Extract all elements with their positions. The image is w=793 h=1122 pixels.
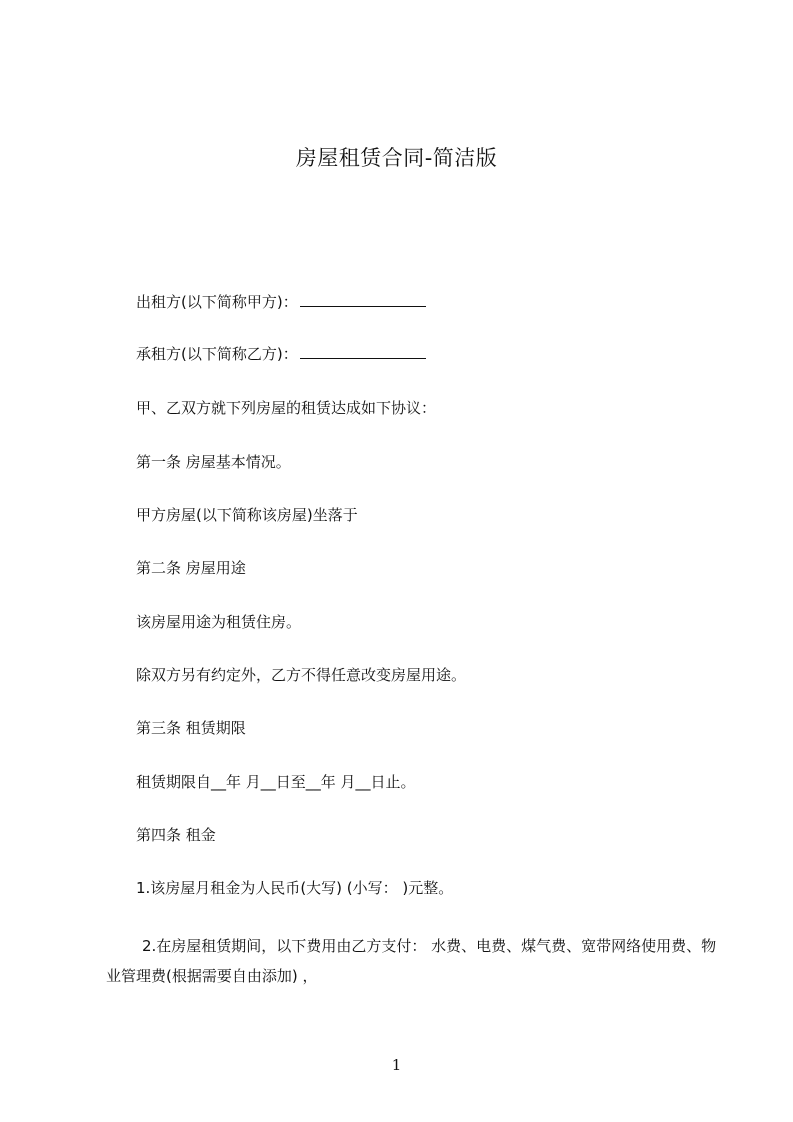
lessor-line [136, 292, 426, 312]
lessor-label: 出租方(以下简称甲方)： [136, 293, 298, 311]
article1-heading: 第一条 房屋基本情况。 [136, 453, 291, 471]
article4-heading: 第四条 租金 [136, 826, 216, 844]
article3-heading: 第三条 租赁期限 [136, 719, 246, 737]
article4-item1: 1.该房屋月租金为人民币(大写) (小写： )元整。 [136, 879, 454, 897]
lessor-blank [300, 292, 426, 307]
article1-text: 甲方房屋(以下简称该房屋)坐落于 [136, 506, 358, 524]
intro-text: 甲、乙双方就下列房屋的租赁达成如下协议： [136, 399, 437, 417]
lessee-blank [300, 344, 426, 359]
article2-text1: 该房屋用途为租赁住房。 [136, 613, 302, 631]
page-number: 1 [391, 1056, 402, 1074]
article4-item2: 2.在房屋租赁期间，以下费用由乙方支付： 水费、电费、煤气费、宽带网络使用费、物业管理费(根据需要自由添加) ， [106, 937, 717, 985]
article2-heading: 第二条 房屋用途 [136, 559, 246, 577]
article3-text: 租赁期限自__年 月__日至__年 月__日止。 [136, 773, 416, 791]
article2-text2: 除双方另有约定外，乙方不得任意改变房屋用途。 [136, 666, 467, 684]
lessee-label: 承租方(以下简称乙方)： [136, 345, 298, 363]
lessee-line [136, 344, 426, 364]
page-title: 房屋租赁合同-简洁版 [295, 146, 498, 170]
